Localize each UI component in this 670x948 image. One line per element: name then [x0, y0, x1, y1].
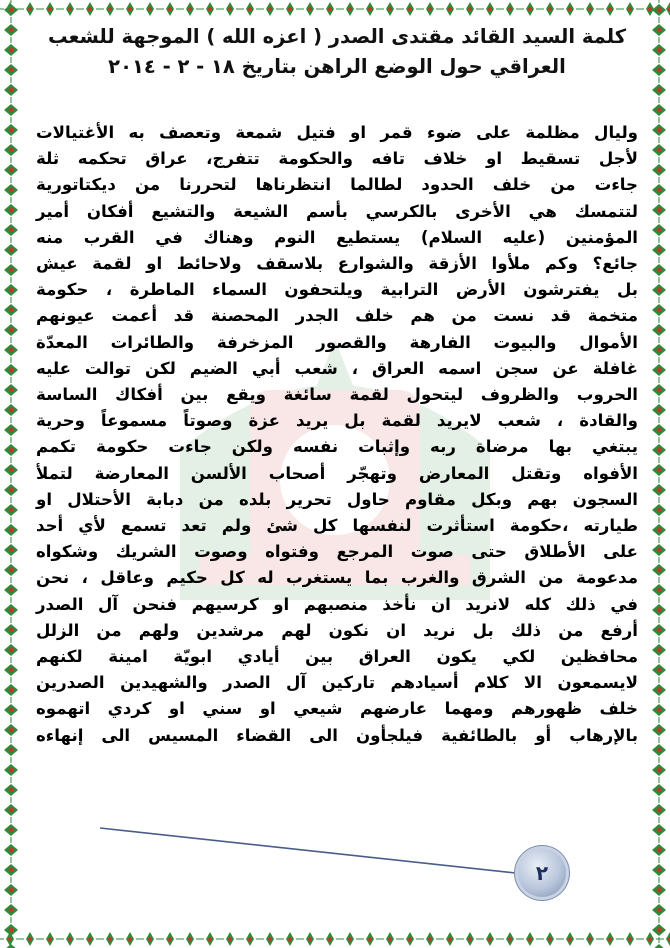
body-line: في ذلك كله لانريد ان نأخذ منصبهم او كرسيهم فنحن آل الصدر	[36, 594, 638, 614]
page-number-badge	[518, 849, 566, 897]
body-line: بالإرهاب أو بالطائفية فيلجأون الى القضاء المسيس الى إنهاءه	[36, 725, 638, 745]
document-title	[36, 22, 638, 82]
body-line: لتتمسك هي الأخرى بالكرسي بأسم الشيعة والتشيع أفكان أمير	[36, 201, 638, 221]
body-line: لايسمعون الا كلام أسيادهم تاركين آل الصدر والشهيدين الصدرين	[36, 673, 638, 693]
body-line: يبتغي بها مرضاة ربه وإثبات نفسه ولكن جاءت حكومة تكمم	[36, 437, 638, 457]
title-line-1: كلمة السيد القائد مقتدى الصدر ( اعزه الله ) الموجهة للشعب	[47, 25, 627, 48]
body-line: السجون بهم وبكل مقاوم حاول تحرير بلده من دبابة الأحتلال او	[36, 489, 638, 509]
page-number: ٢	[535, 861, 549, 885]
body-line: طيارته ،حكومة استأثرت لنفسها كل شئ ولم تعد تسمع لأي أحد	[36, 516, 638, 536]
body-line: الأفواه وتقتل المعارض وتهجّر أصحاب الألسن المعارضة لتملأ	[36, 463, 638, 483]
body-line: المؤمنين (عليه السلام) يستطيع النوم وهناك في القرب منه	[36, 227, 638, 247]
decorative-border-right	[648, 0, 670, 948]
body-line: جاءت من خلف الحدود لطالما انتظرناها لتحررنا من ديكتاتورية	[36, 175, 638, 195]
body-line: وليال مظلمة على ضوء قمر او فتيل شمعة وتعصف به الأغتيالات	[36, 123, 638, 142]
body-line: الحروب والظروف ليتحول لقمة سائغة ويقع بين أفكاك الساسة	[36, 385, 638, 405]
decorative-border-left	[0, 0, 22, 948]
title-line-2: العراقي حول الوضع الراهن بتاريخ ١٨ - ٢ - ٢٠١٤	[108, 55, 566, 78]
body-line: والقادة ، شعب لايريد لقمة بل يريد عزة وصوتاً مسموعاً وحرية	[36, 411, 638, 431]
document-page	[36, 22, 638, 852]
body-line: أرفع من ذلك بل نريد ان نكون لهم مرشدين ولهم من الزلل	[36, 620, 638, 640]
body-line: مدعومة من الشرق والغرب بما يستغرب له كل حكيم وعاقل ، نحن	[36, 568, 638, 588]
body-line: لأجل تسقيط او خلاف تافه والحكومة تتفرج، عراق تحكمه ثلة	[36, 149, 638, 169]
footer-divider-line	[100, 826, 530, 886]
body-line: جائع؟ وكم ملأوا الأزقة والشوارع بلاسقف ولاحائط او لقمة عيش	[36, 254, 638, 274]
body-line: بل يفترشون الأرض الترابية ويلتحفون السماء الماطرة ، حكومة	[36, 280, 638, 300]
body-line: الأموال والبيوت الفارهة والقصور المزخرفة والطائرات المعدّة	[36, 332, 638, 352]
body-line: متخمة قد نست من هم خلف الجدر المحصنة قد أعمت عيونهم	[36, 306, 638, 326]
speech-body	[36, 120, 638, 749]
body-line: خلف ظهورهم ومهما عارضهم شيعي او سني او كردي اتهموه	[36, 699, 638, 719]
decorative-border-top	[0, 0, 670, 18]
decorative-border-bottom	[0, 930, 670, 948]
body-line: على الأطلاق حتى صوت المرجع وفتواه وصوت الشريك وشكواه	[36, 542, 638, 562]
body-line: غافلة عن سجن اسمه العراق ، شعب أبي الضيم لكن توالت عليه	[36, 358, 638, 378]
body-line: محافظين لكي يكون العراق بين أيادي ابويّة امينة لكنهم	[36, 647, 638, 667]
